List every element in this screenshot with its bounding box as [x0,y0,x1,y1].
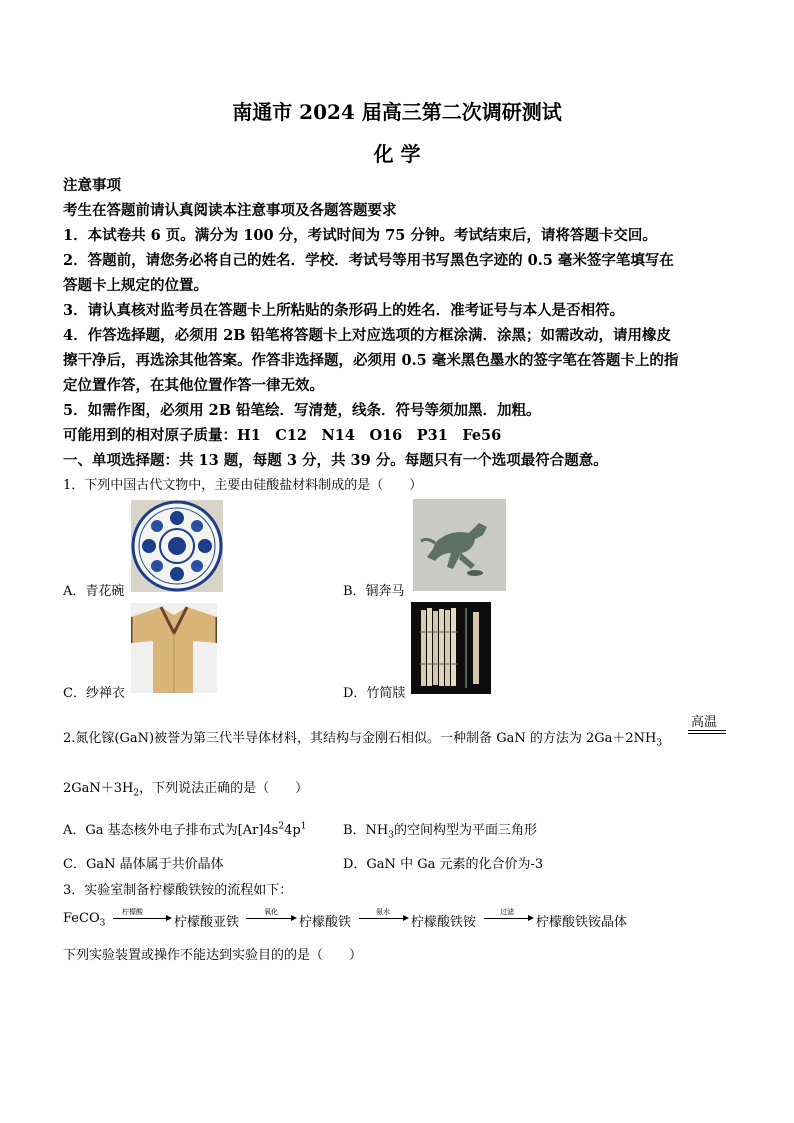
blue-white-bowl-image [131,500,223,592]
q2-option-d: D．GaN 中 Ga 元素的化合价为-3 [343,857,544,872]
flow-arrow-1-head [166,915,172,921]
q1-option-c: C．纱禅衣 [63,686,125,701]
notice-item-3: 3．请认真核对监考员在答题卡上所粘贴的条形码上的姓名．准考证号与本人是否相符。 [63,302,625,319]
flow-label-3: 氨水 [376,908,390,916]
q2-option-b-sub: 3 [388,830,394,841]
q2-option-a-text: A．Ga 基态核外电子排布式为[Ar]4s [63,823,279,838]
flow-arrow-2-line [246,918,291,919]
q2-stem-line1 [63,727,662,749]
q1-option-b: B．铜奔马 [343,584,405,599]
flow-arrow-4-head [528,915,534,921]
flow-start-sub: 3 [99,918,106,929]
flow-arrow-3-head [403,915,409,921]
notice-item-5: 5．如需作图，必须用 2B 铅笔绘．写清楚，线条．符号等须加黑．加粗。 [63,402,541,419]
q2-stem-line2 [63,777,308,799]
notice-item-1: 1．本试卷共 6 页。满分为 100 分，考试时间为 75 分钟。考试结束后，请将答题卡交回。 [63,227,657,244]
exam-title: 南通市 2024 届高三第二次调研测试 [232,100,562,124]
equals-sign-bottom [688,733,726,734]
flow-label-2: 氧化 [264,908,278,916]
flow-arrow-2-head [291,915,297,921]
flow-arrow-4-line [484,918,528,919]
q2-option-c: C．GaN 晶体属于共价晶体 [63,857,224,872]
q3-stem: 3．实验室制备柠檬酸铁铵的流程如下： [63,883,293,898]
atomic-masses: 可能用到的相对原子质量：H1 C12 N14 O16 P31 Fe56 [63,427,502,444]
notice-item-2-cont: 答题卡上规定的位置。 [63,277,208,294]
q3-question: 下列实验装置或操作不能达到实验目的的是（ ） [63,948,363,963]
subject-title: 化 学 [373,142,421,166]
q2-stem-text: 2.氮化镓(GaN)被誉为第三代半导体材料，其结构与金刚石相似。一种制备 GaN 的方法为 2Ga＋2NH [63,731,657,746]
q2-products: 2GaN＋3H [63,781,134,796]
gauze-robe-image [131,603,217,693]
flow-label-4: 过滤 [500,908,514,916]
q2-option-b-text: B．NH [343,823,389,838]
q2-option-a [63,819,306,838]
flow-step-4: 柠檬酸铁铵晶体 [536,915,628,930]
flow-start [63,911,105,929]
q2-h2-subscript: 2 [133,788,140,799]
flow-step-1: 柠檬酸亚铁 [174,915,240,930]
notice-item-4-cont2: 定位置作答，在其他位置作答一律无效。 [63,377,324,394]
flow-arrow-3-line [359,918,403,919]
q1-stem: 1．下列中国古代文物中，主要由硅酸盐材料制成的是（ ） [63,478,423,493]
q2-option-a-mid: 4p [284,823,301,838]
notice-item-4: 4．作答选择题，必须用 2B 铅笔将答题卡上对应选项的方框涂满．涂黑；如需改动，请用橡皮 [63,327,672,344]
section-heading: 一、单项选择题：共 13 题，每题 3 分，共 39 分。每题只有一个选项最符合题意。 [63,452,608,469]
flow-arrow-1-line [113,918,166,919]
flow-step-2: 柠檬酸铁 [299,915,352,930]
q2-option-b [343,819,537,841]
bamboo-slips-image [411,602,491,694]
q2-option-a-sup2: 1 [300,821,307,832]
q2-question: ，下列说法正确的是（ ） [139,781,309,796]
flow-step-3: 柠檬酸铁铵 [411,915,477,930]
q1-option-a: A．青花碗 [63,584,125,599]
notice-item-2: 2．答题前，请您务必将自己的姓名．学校．考试号等用书写黑色字迹的 0.5 毫米签字笔填写在 [63,252,674,269]
bronze-horse-image [413,499,506,591]
notice-intro: 考生在答题前请认真阅读本注意事项及各题答题要求 [63,202,397,219]
flow-label-1: 柠檬酸 [122,908,143,916]
notice-item-4-cont: 擦干净后，再选涂其他答案。作答非选择题，必须用 0.5 毫米黑色墨水的签字笔在答题卡上的指 [63,352,679,369]
q2-nh3-subscript: 3 [656,738,663,749]
q2-option-b-post: 的空间构型为平面三角形 [394,823,538,838]
notice-heading: 注意事项 [63,177,121,194]
q1-option-d: D．竹简牍 [343,686,406,701]
q2-reaction-condition: 高温 [691,715,718,730]
q2-option-a-sup1: 2 [278,821,285,832]
equals-sign-top [688,730,726,731]
flow-start-text: FeCO [63,911,100,926]
